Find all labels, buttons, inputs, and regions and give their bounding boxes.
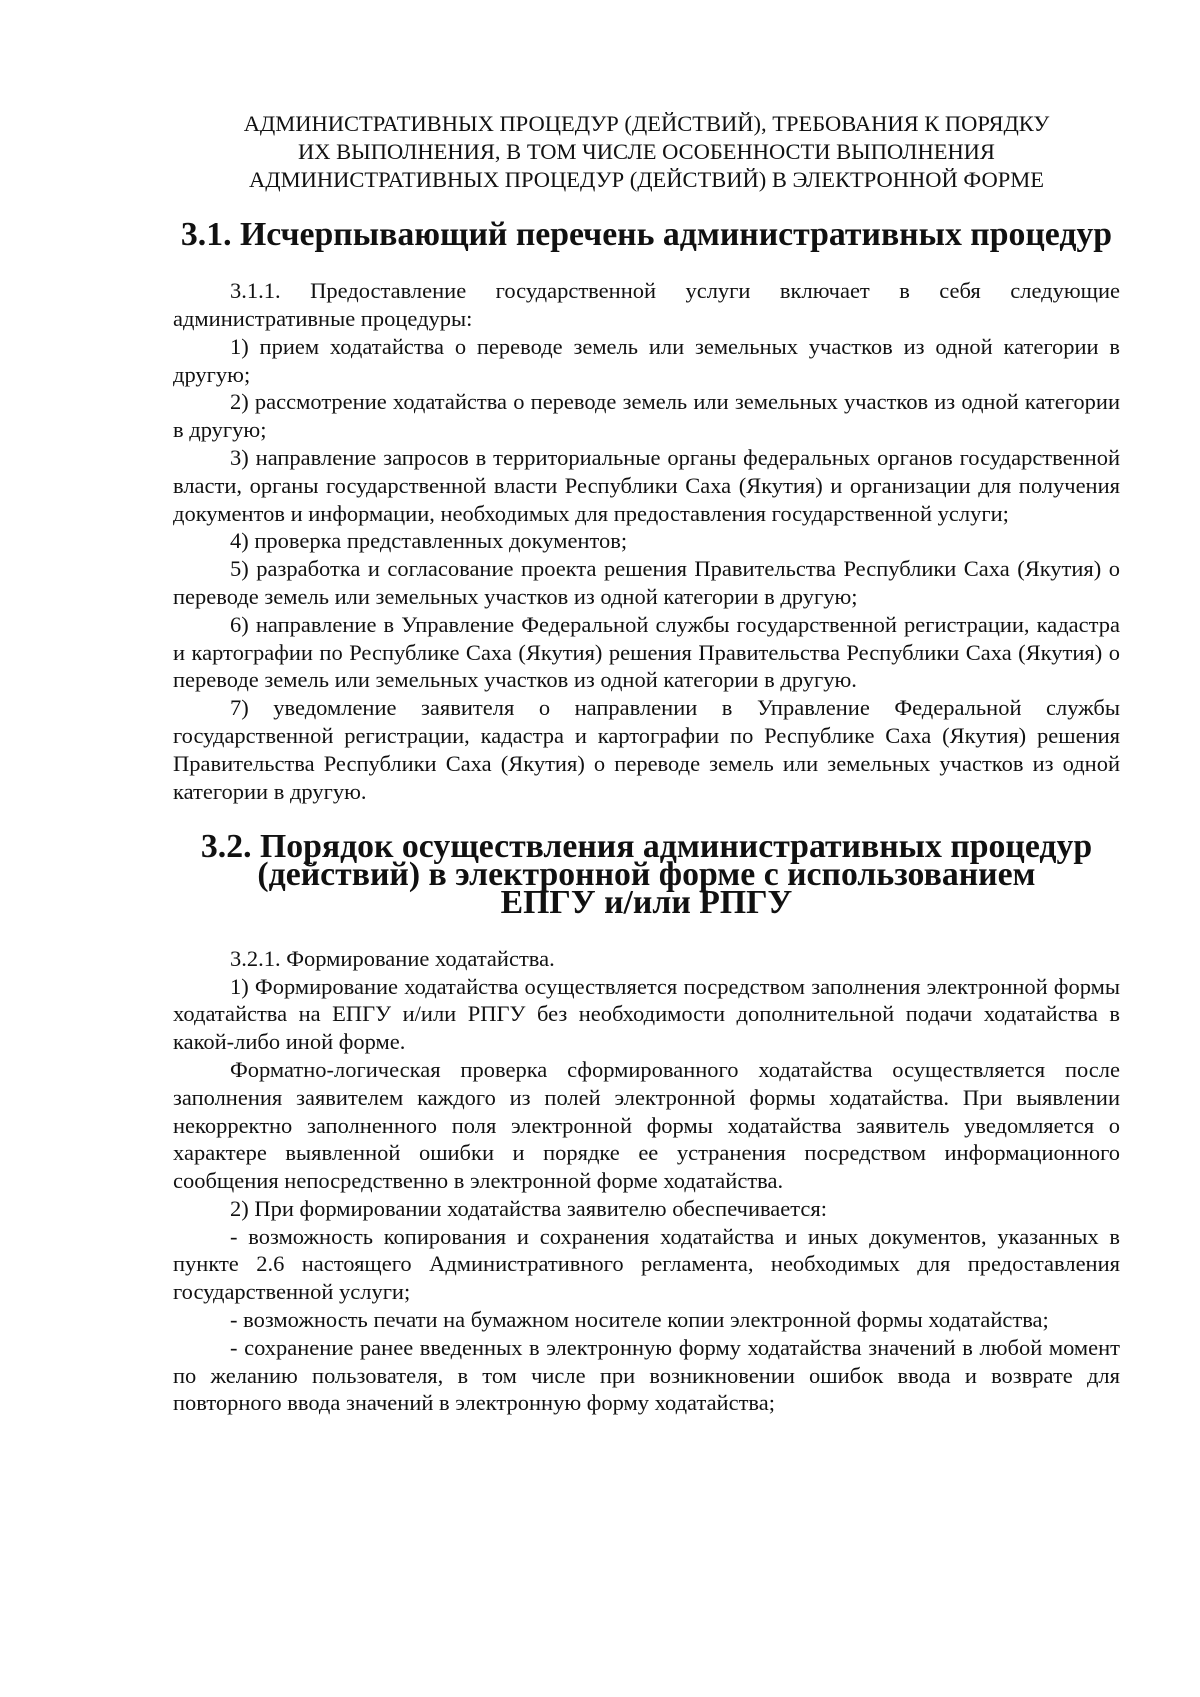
document-title (173, 110, 1120, 193)
list-item: 7) уведомление заявителя о направлении в Управление Федеральной службы государственной регистрации, кадастра и картографии по Республике Саха (Якутия) решения Правительства Республики Саха (Якутия) о переводе земель или земельных участков из одной категории в другую. (173, 695, 1120, 804)
list-item: 4) проверка представленных документов; (230, 528, 628, 554)
title-line: ИХ ВЫПОЛНЕНИЯ, В ТОМ ЧИСЛЕ ОСОБЕННОСТИ ВЫПОЛНЕНИЯ (298, 138, 995, 164)
section-3-2-heading: 3.2. Порядок осуществления административных процедур (действий) в электронной форме с использованием ЕПГУ и/или РПГУ (200, 828, 1093, 921)
list-item: 5) разработка и согласование проекта решения Правительства Республики Саха (Якутия) о переводе земель или земельных участков из одной категории в другую; (173, 556, 1120, 609)
paragraph: Форматно-логическая проверка сформированного ходатайства осуществляется после заполнения заявителем каждого из полей электронной формы ходатайства. При выявлении некорректно заполненного поля электронной формы ходатайства заявитель уведомляется о характере выявленной ошибки и порядке ее устранения посредством информационного сообщения непосредственно в электронной форме ходатайства. (173, 1056, 1120, 1194)
list-item: - сохранение ранее введенных в электронную форму ходатайства значений в любой момент по желанию пользователя, в том числе при возникновении ошибок ввода и возврате для повторного ввода значений в электронную форму ходатайства; (173, 1334, 1120, 1416)
paragraph: 3.1.1. Предоставление государственной услуги включает в себя следующие административные процедуры: (173, 278, 1120, 331)
paragraph: 2) При формировании ходатайства заявителю обеспечивается: (230, 1195, 827, 1221)
list-item: 3) направление запросов в территориальные органы федеральных органов государственной власти, органы государственной власти Республики Саха (Якутия) и организации для получения документов и информации, необходимых для предоставления государственной услуги; (173, 444, 1120, 526)
document-page (173, 110, 1120, 1417)
list-item: 6) направление в Управление Федеральной службы государственной регистрации, кадастра и картографии по Республике Саха (Якутия) решения Правительства Республики Саха (Якутия) о переводе земель или земельных участков из одной категории в другую. (173, 611, 1120, 693)
paragraph: 1) Формирование ходатайства осуществляется посредством заполнения электронной формы ходатайства на ЕПГУ и/или РПГУ без необходимости дополнительной подачи ходатайства в какой-либо иной форме. (173, 973, 1120, 1055)
section-3-1-body (173, 277, 1120, 805)
section-3-2-body (173, 945, 1120, 1418)
list-item: 2) рассмотрение ходатайства о переводе земель или земельных участков из одной категории в другую; (173, 389, 1120, 443)
list-item: 1) прием ходатайства о переводе земель или земельных участков из одной категории в другую; (173, 333, 1120, 387)
list-item: - возможность копирования и сохранения ходатайства и иных документов, указанных в пункте 2.6 настоящего Административного регламента, необходимых для предоставления государственной услуги; (173, 1223, 1120, 1305)
section-3-1-heading: 3.1. Исчерпывающий перечень административных процедур (180, 216, 1113, 254)
title-line: АДМИНИСТРАТИВНЫХ ПРОЦЕДУР (ДЕЙСТВИЙ) В ЭЛЕКТРОННОЙ ФОРМЕ (249, 166, 1044, 192)
paragraph: 3.2.1. Формирование ходатайства. (230, 945, 555, 971)
list-item: - возможность печати на бумажном носителе копии электронной формы ходатайства; (230, 1307, 1049, 1333)
title-line: АДМИНИСТРАТИВНЫХ ПРОЦЕДУР (ДЕЙСТВИЙ), ТРЕБОВАНИЯ К ПОРЯДКУ (243, 111, 1050, 136)
